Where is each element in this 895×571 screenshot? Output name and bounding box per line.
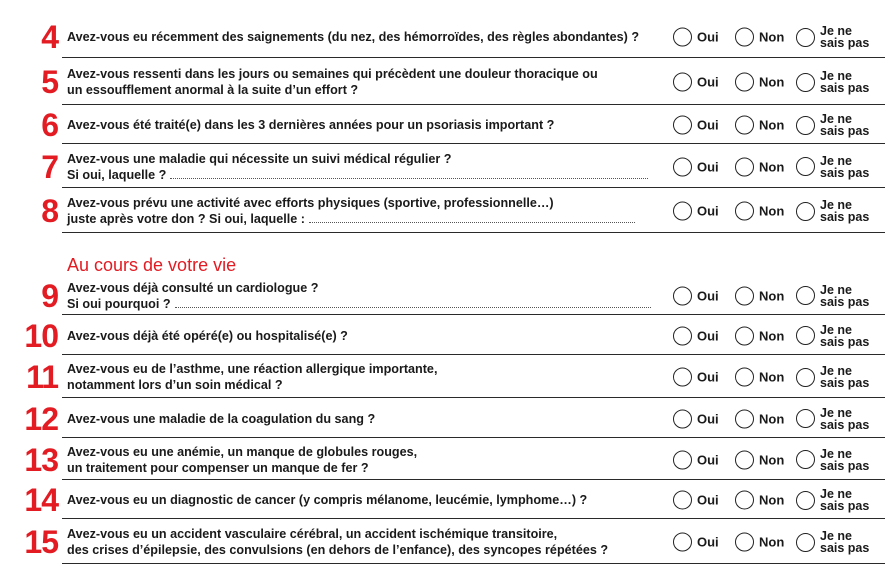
option-non[interactable] <box>735 326 784 345</box>
option-label: Je ne <box>820 529 852 543</box>
question-row <box>0 59 885 105</box>
radio-circle-icon[interactable] <box>735 202 754 221</box>
option-label: Non <box>759 411 785 426</box>
option-label: Je ne <box>820 446 852 461</box>
option-non[interactable] <box>735 116 784 135</box>
option-non[interactable] <box>735 28 784 47</box>
question-row <box>0 189 885 233</box>
option-label: Je ne <box>820 487 852 501</box>
option-label: sais pas <box>820 294 870 309</box>
option-je-ne-sais-pas[interactable] <box>796 199 869 223</box>
question-text <box>67 361 667 393</box>
radio-circle-icon[interactable] <box>673 326 692 345</box>
radio-circle-icon[interactable] <box>735 491 754 510</box>
radio-circle-icon[interactable] <box>735 116 754 135</box>
radio-circle-icon[interactable] <box>735 450 754 469</box>
question-number: 8 <box>41 193 58 229</box>
option-non[interactable] <box>735 409 784 428</box>
radio-circle-icon[interactable] <box>796 73 815 92</box>
radio-circle-icon[interactable] <box>673 491 692 510</box>
option-label: sais pas <box>820 334 870 349</box>
option-je-ne-sais-pas[interactable] <box>796 70 869 94</box>
option-non[interactable] <box>735 491 784 510</box>
option-label: Oui <box>697 203 719 219</box>
option-label: Non <box>759 159 785 174</box>
option-je-ne-sais-pas[interactable] <box>796 25 869 49</box>
option-label: Oui <box>697 369 719 385</box>
option-je-ne-sais-pas[interactable] <box>796 113 869 137</box>
radio-circle-icon[interactable] <box>735 28 754 47</box>
question-text <box>67 526 667 558</box>
option-non[interactable] <box>735 450 784 469</box>
question-line: Avez-vous déjà consulté un cardiologue ? <box>67 280 319 295</box>
option-non[interactable] <box>735 286 784 305</box>
radio-circle-icon[interactable] <box>673 368 692 387</box>
radio-circle-icon[interactable] <box>796 326 815 345</box>
radio-circle-icon[interactable] <box>796 28 815 47</box>
option-label: Je ne <box>820 322 852 337</box>
question-row <box>0 316 885 355</box>
radio-circle-icon[interactable] <box>796 533 815 552</box>
option-label: Oui <box>697 29 719 45</box>
question-text <box>67 195 667 227</box>
question-number: 15 <box>24 524 58 560</box>
radio-circle-icon[interactable] <box>673 533 692 552</box>
option-label: Je ne <box>820 153 852 168</box>
option-label: Non <box>759 328 785 343</box>
question-line: des crises d’épilepsie, des convulsions (en dehors de l’enfance), des syncopes répétées ? <box>67 543 609 557</box>
question-row <box>0 276 885 315</box>
option-oui[interactable] <box>673 533 719 552</box>
option-label: sais pas <box>820 417 870 432</box>
question-number: 13 <box>24 441 58 478</box>
option-label: sais pas <box>820 165 870 180</box>
option-oui[interactable] <box>673 491 719 510</box>
option-je-ne-sais-pas[interactable] <box>796 488 869 512</box>
question-text <box>67 117 667 133</box>
option-label: Je ne <box>820 405 852 420</box>
question-number: 6 <box>41 107 58 143</box>
option-label: sais pas <box>820 36 870 50</box>
question-number: 7 <box>41 148 58 185</box>
question-text <box>67 492 667 508</box>
radio-circle-icon[interactable] <box>673 450 692 469</box>
option-label: sais pas <box>820 376 870 390</box>
option-je-ne-sais-pas[interactable] <box>796 324 869 348</box>
option-label: Non <box>759 492 785 508</box>
question-row <box>0 520 885 564</box>
question-text <box>67 66 667 98</box>
question-line-with-field <box>67 167 667 183</box>
answer-text-field[interactable] <box>175 297 651 308</box>
radio-circle-icon[interactable] <box>796 409 815 428</box>
option-label: Non <box>759 117 785 133</box>
option-label: sais pas <box>820 210 870 224</box>
option-label: Non <box>759 288 785 303</box>
question-text <box>67 280 667 312</box>
option-je-ne-sais-pas[interactable] <box>796 448 869 472</box>
question-line: juste après votre don ? Si oui, laquelle : <box>67 212 305 226</box>
option-oui[interactable] <box>673 73 719 92</box>
radio-circle-icon[interactable] <box>673 73 692 92</box>
option-label: Oui <box>697 159 719 174</box>
option-oui[interactable] <box>673 450 719 469</box>
question-text <box>67 411 667 427</box>
option-oui[interactable] <box>673 28 719 47</box>
radio-circle-icon[interactable] <box>796 157 815 176</box>
option-oui[interactable] <box>673 202 719 221</box>
radio-circle-icon[interactable] <box>673 116 692 135</box>
radio-circle-icon[interactable] <box>673 286 692 305</box>
radio-circle-icon[interactable] <box>796 202 815 221</box>
option-label: sais pas <box>820 499 870 513</box>
question-number: 10 <box>24 317 58 354</box>
radio-circle-icon[interactable] <box>735 73 754 92</box>
option-label: Je ne <box>820 198 852 212</box>
question-row <box>0 145 885 188</box>
radio-circle-icon[interactable] <box>673 157 692 176</box>
option-label: Non <box>759 203 785 219</box>
question-row <box>0 106 885 144</box>
option-label: Oui <box>697 492 719 508</box>
radio-circle-icon[interactable] <box>673 202 692 221</box>
option-label: Non <box>759 74 785 90</box>
option-label: sais pas <box>820 81 870 95</box>
option-label: Je ne <box>820 112 852 126</box>
question-line: Avez-vous eu un accident vasculaire cérébral, un accident ischémique transitoire, <box>67 527 558 541</box>
option-label: Oui <box>697 452 719 467</box>
option-label: Oui <box>697 411 719 426</box>
radio-circle-icon[interactable] <box>735 326 754 345</box>
question-text <box>67 151 667 183</box>
question-row <box>0 356 885 398</box>
question-line: Avez-vous une maladie qui nécessite un suivi médical régulier ? <box>67 151 452 166</box>
option-je-ne-sais-pas[interactable] <box>796 530 869 554</box>
question-line: Avez-vous eu un diagnostic de cancer (y compris mélanome, leucémie, lymphome…) ? <box>67 493 588 507</box>
option-label: Je ne <box>820 364 852 378</box>
option-label: Oui <box>697 74 719 90</box>
option-non[interactable] <box>735 368 784 387</box>
option-label: Non <box>759 534 785 550</box>
radio-circle-icon[interactable] <box>735 157 754 176</box>
question-line: notamment lors d’un soin médical ? <box>67 378 283 392</box>
option-oui[interactable] <box>673 368 719 387</box>
option-label: Je ne <box>820 282 852 297</box>
option-non[interactable] <box>735 73 784 92</box>
option-label: Je ne <box>820 69 852 83</box>
question-row <box>0 439 885 480</box>
radio-circle-icon[interactable] <box>673 409 692 428</box>
option-je-ne-sais-pas[interactable] <box>796 407 869 431</box>
question-line-with-field <box>67 211 667 227</box>
question-number: 11 <box>26 359 58 395</box>
option-je-ne-sais-pas[interactable] <box>796 155 869 179</box>
option-oui[interactable] <box>673 326 719 345</box>
question-line: un essoufflement anormal à la suite d’un effort ? <box>67 83 359 97</box>
question-line: Avez-vous prévu une activité avec efforts physiques (sportive, professionnelle…) <box>67 196 554 210</box>
question-line: Avez-vous eu récemment des saignements (du nez, des hémorroïdes, des règles abondantes) ? <box>67 30 640 44</box>
radio-circle-icon[interactable] <box>796 450 815 469</box>
question-line-with-field <box>67 296 667 312</box>
option-je-ne-sais-pas[interactable] <box>796 365 869 389</box>
option-label: Non <box>759 452 785 467</box>
question-number: 9 <box>41 277 58 314</box>
question-number: 4 <box>41 19 58 55</box>
question-text <box>67 328 667 344</box>
radio-circle-icon[interactable] <box>735 409 754 428</box>
question-line: Si oui, laquelle ? <box>67 167 167 182</box>
option-non[interactable] <box>735 533 784 552</box>
option-non[interactable] <box>735 157 784 176</box>
question-row <box>0 16 885 58</box>
option-je-ne-sais-pas[interactable] <box>796 284 869 308</box>
radio-circle-icon[interactable] <box>735 286 754 305</box>
radio-circle-icon[interactable] <box>673 28 692 47</box>
question-line: Avez-vous eu une anémie, un manque de globules rouges, <box>67 444 418 459</box>
option-label: Oui <box>697 328 719 343</box>
option-label: Je ne <box>820 24 852 38</box>
question-number: 14 <box>24 482 58 518</box>
option-oui[interactable] <box>673 116 719 135</box>
option-label: Non <box>759 29 785 45</box>
radio-circle-icon[interactable] <box>735 533 754 552</box>
option-label: sais pas <box>820 541 870 555</box>
option-non[interactable] <box>735 202 784 221</box>
radio-circle-icon[interactable] <box>796 491 815 510</box>
question-line: Avez-vous eu de l’asthme, une réaction allergique importante, <box>67 362 438 376</box>
radio-circle-icon[interactable] <box>796 286 815 305</box>
option-label: sais pas <box>820 124 870 138</box>
radio-circle-icon[interactable] <box>796 368 815 387</box>
option-label: Oui <box>697 117 719 133</box>
question-row <box>0 399 885 438</box>
radio-circle-icon[interactable] <box>796 116 815 135</box>
question-number: 5 <box>41 64 58 100</box>
question-line: Avez-vous déjà été opéré(e) ou hospitalisé(e) ? <box>67 328 348 343</box>
question-line: Si oui pourquoi ? <box>67 296 171 311</box>
answer-text-field[interactable] <box>309 212 635 223</box>
option-oui[interactable] <box>673 409 719 428</box>
radio-circle-icon[interactable] <box>735 368 754 387</box>
question-line: un traitement pour compenser un manque de fer ? <box>67 460 369 475</box>
option-oui[interactable] <box>673 286 719 305</box>
option-label: sais pas <box>820 458 870 473</box>
question-text <box>67 29 667 45</box>
answer-text-field[interactable] <box>170 168 648 179</box>
option-oui[interactable] <box>673 157 719 176</box>
option-label: Non <box>759 369 785 385</box>
question-text <box>67 444 667 476</box>
question-number: 12 <box>24 400 58 437</box>
question-row <box>0 481 885 519</box>
section-title: Au cours de votre vie <box>67 255 237 275</box>
question-line: Avez-vous ressenti dans les jours ou semaines qui précèdent une douleur thoracique ou <box>67 67 598 81</box>
option-label: Oui <box>697 534 719 550</box>
question-line: Avez-vous une maladie de la coagulation du sang ? <box>67 411 376 426</box>
option-label: Oui <box>697 288 719 303</box>
question-line: Avez-vous été traité(e) dans les 3 dernières années pour un psoriasis important ? <box>67 118 555 132</box>
